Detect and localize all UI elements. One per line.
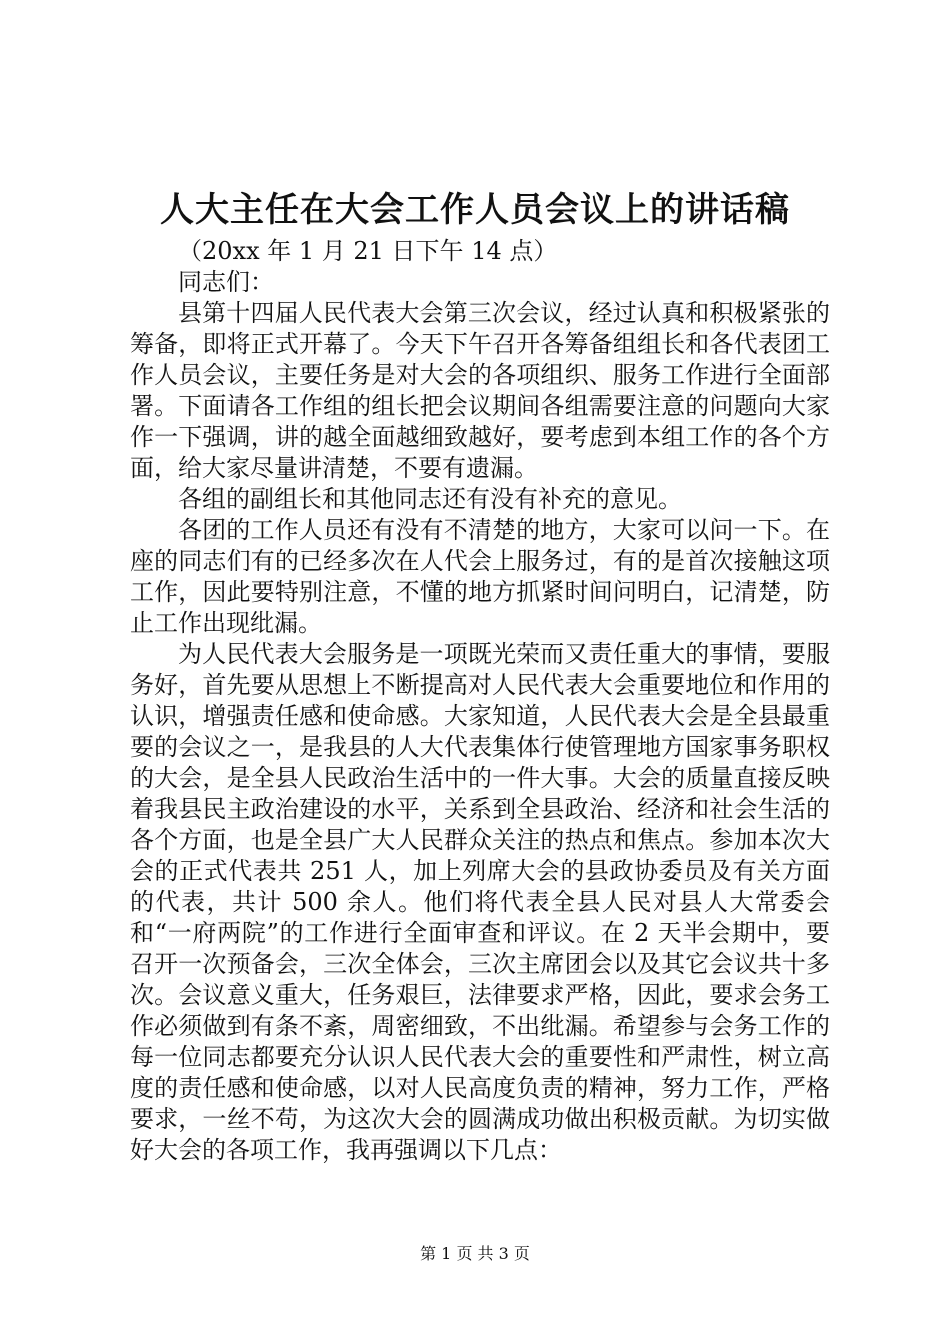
date-line: （20xx 年 1 月 21 日下午 14 点） xyxy=(178,237,558,265)
greeting: 同志们： xyxy=(178,268,274,296)
paragraph: 为人民代表大会服务是一项既光荣而又责任重大的事情，要服务好，首先要从思想上不断提高对人民代表大会重要地位和作用的认识，增强责任感和使命感。大家知道，人民代表大会是全县最重要的会议之一，是我县的人大代表集体行使管理地方国家事务职权的大会，是全县人民政治生活中的一件大事。大会的质量直接反映着我县民主政治建设的水平，关系到全县政治、经济和社会生活的各个方面，也是全县广大人民群众关注的热点和焦点。参加本次大会的正式代表共 251 人，加上列席大会的县政协委员及有关方面的代表，共计 500 余人。他们将代表全县人民对县人大常委会和“一府两院”的工作进行全面审查和评议。在 2 天半会期中，要召开一次预备会，三次全体会，三次主席团会以及其它会议共十多次。会议意义重大，任务艰巨，法律要求严格，因此，要求会务工作必须做到有条不紊，周密细致，不出纰漏。希望参与会务工作的每一位同志都要充分认识人民代表大会的重要性和严肃性，树立高度的责任感和使命感，以对人民高度负责的精神，努力工作，严格要求，一丝不苟，为这次大会的圆满成功做出积极贡献。为切实做好大会的各项工作，我再强调以下几点： xyxy=(130,640,830,1164)
paragraph: 县第十四届人民代表大会第三次会议，经过认真和积极紧张的筹备，即将正式开幕了。今天下午召开各筹备组组长和各代表团工作人员会议，主要任务是对大会的各项组织、服务工作进行全面部署。下面请各工作组的组长把会议期间各组需要注意的问题向大家作一下强调，讲的越全面越细致越好，要考虑到本组工作的各个方面，给大家尽量讲清楚，不要有遗漏。 xyxy=(130,299,830,482)
paragraph: 各组的副组长和其他同志还有没有补充的意见。 xyxy=(178,485,682,513)
document-body xyxy=(130,236,830,1166)
page-footer: 第 1 页 共 3 页 xyxy=(420,1244,530,1263)
paragraph: 各团的工作人员还有没有不清楚的地方，大家可以问一下。在座的同志们有的已经多次在人代会上服务过，有的是首次接触这项工作，因此要特别注意，不懂的地方抓紧时间问明白，记清楚，防止工作出现纰漏。 xyxy=(130,516,830,637)
document-title: 人大主任在大会工作人员会议上的讲话稿 xyxy=(160,190,790,230)
